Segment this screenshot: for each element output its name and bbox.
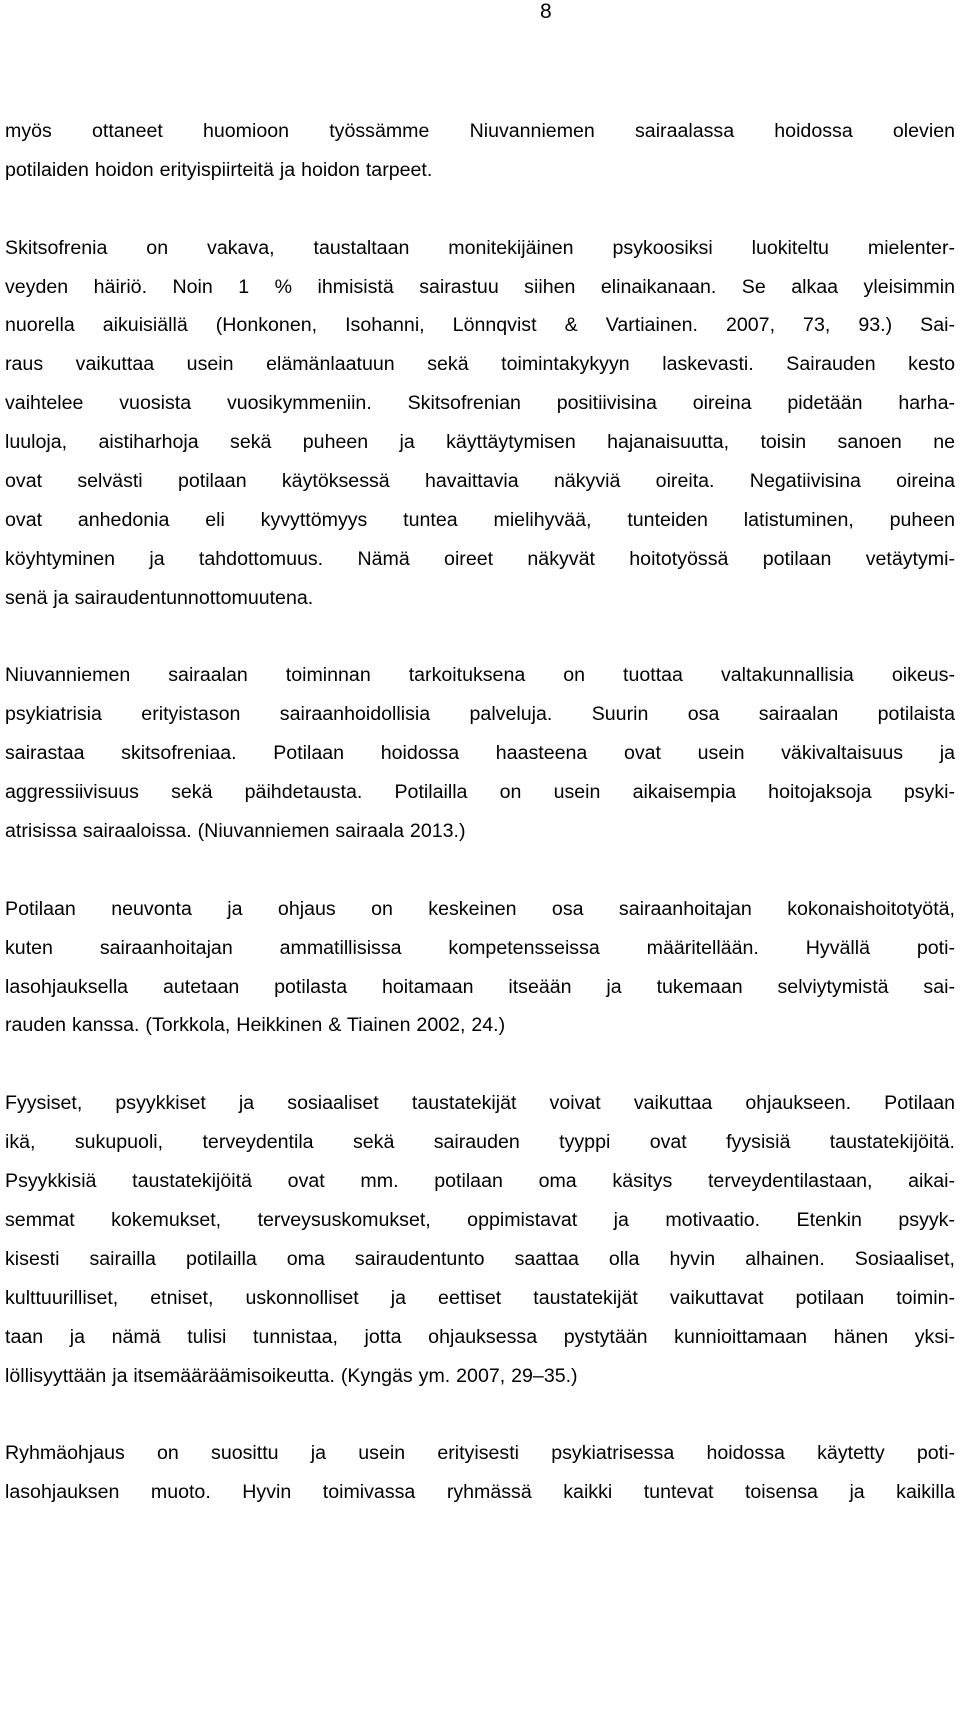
text-line: sairastaa skitsofreniaa. Potilaan hoidossa haasteena ovat usein väkivaltaisuus ja <box>5 742 955 765</box>
text-line: potilaiden hoidon erityispiirteitä ja hoidon tarpeet. <box>5 158 433 181</box>
text-line: kulttuurilliset, etniset, uskonnolliset ja eettiset taustatekijät vaikuttavat potilaan toimin- <box>5 1286 955 1309</box>
paragraph-3 <box>5 656 955 850</box>
text-line: ovat selvästi potilaan käytöksessä havaittavia näkyviä oireita. Negatiivisina oireina <box>5 470 955 493</box>
text-line: lasohjauksella autetaan potilasta hoitamaan itseään ja tukemaan selviytymistä sai- <box>5 975 955 998</box>
text-line: senä ja sairaudentunnottomuutena. <box>5 586 314 609</box>
text-line: psykiatrisia erityistason sairaanhoidollisia palveluja. Suurin osa sairaalan potilaista <box>5 703 955 726</box>
text-line: Fyysiset, psyykkiset ja sosiaaliset taustatekijät voivat vaikuttaa ohjaukseen. Potilaan <box>5 1092 955 1115</box>
text-line: myös ottaneet huomioon työssämme Niuvanniemen sairaalassa hoidossa olevien <box>5 120 955 142</box>
text-line: lasohjauksen muoto. Hyvin toimivassa ryhmässä kaikki tuntevat toisensa ja kaikilla <box>5 1481 955 1504</box>
text-line: nuorella aikuisiällä (Honkonen, Isohanni, Lönnqvist & Vartiainen. 2007, 73, 93.) Sai- <box>5 314 955 337</box>
paragraph-6 <box>5 1434 955 1512</box>
text-line: semmat kokemukset, terveysuskomukset, oppimistavat ja motivaatio. Etenkin psyyk- <box>5 1208 955 1231</box>
text-line: Niuvanniemen sairaalan toiminnan tarkoituksena on tuottaa valtakunnallisia oikeus- <box>5 664 955 687</box>
paragraph-5 <box>5 1084 955 1395</box>
text-line: taan ja nämä tulisi tunnistaa, jotta ohjauksessa pystytään kunnioittamaan hänen yksi- <box>5 1325 955 1348</box>
text-line: köyhtyminen ja tahdottomuus. Nämä oireet näkyvät hoitotyössä potilaan vetäytymi- <box>5 547 955 570</box>
text-line: kisesti sairailla potilailla oma sairaudentunto saattaa olla hyvin alhainen. Sosiaaliset, <box>5 1247 955 1270</box>
text-line: ikä, sukupuoli, terveydentila sekä sairauden tyyppi ovat fyysisiä taustatekijöitä. <box>5 1131 955 1154</box>
text-line: Potilaan neuvonta ja ohjaus on keskeinen osa sairaanhoitajan kokonaishoitotyötä, <box>5 897 955 920</box>
text-line: vaihtelee vuosista vuosikymmeniin. Skitsofrenian positiivisina oireina pidetään harha- <box>5 392 955 415</box>
paragraph-1 <box>5 112 955 190</box>
document-body <box>5 112 955 1512</box>
text-line: rauden kanssa. (Torkkola, Heikkinen & Tiainen 2002, 24.) <box>5 1014 506 1037</box>
text-line: Psyykkisiä taustatekijöitä ovat mm. potilaan oma käsitys terveydentilastaan, aikai- <box>5 1170 955 1193</box>
text-line: raus vaikuttaa usein elämänlaatuun sekä toimintakykyyn laskevasti. Sairauden kesto <box>5 353 955 376</box>
paragraph-4 <box>5 890 955 1046</box>
text-line: luuloja, aistiharhoja sekä puheen ja käyttäytymisen hajanaisuutta, toisin sanoen ne <box>5 431 955 454</box>
page-number: 8 <box>540 0 552 23</box>
text-line: Ryhmäohjaus on suosittu ja usein erityisesti psykiatrisessa hoidossa käytetty poti- <box>5 1442 955 1465</box>
text-line: löllisyyttään ja itsemääräämisoikeutta. (Kyngäs ym. 2007, 29–35.) <box>5 1364 578 1387</box>
paragraph-2 <box>5 229 955 618</box>
text-line: veyden häiriö. Noin 1 % ihmisistä sairastuu siihen elinaikanaan. Se alkaa yleisimmin <box>5 275 955 298</box>
text-line: aggressiivisuus sekä päihdetausta. Potilailla on usein aikaisempia hoitojaksoja psyki- <box>5 781 955 804</box>
text-line: ovat anhedonia eli kyvyttömyys tuntea mielihyvää, tunteiden latistuminen, puheen <box>5 508 955 531</box>
text-line: atrisissa sairaaloissa. (Niuvanniemen sairaala 2013.) <box>5 820 466 843</box>
text-line: kuten sairaanhoitajan ammatillisissa kompetensseissa määritellään. Hyvällä poti- <box>5 936 955 959</box>
text-line: Skitsofrenia on vakava, taustaltaan monitekijäinen psykoosiksi luokiteltu mielenter- <box>5 236 955 259</box>
